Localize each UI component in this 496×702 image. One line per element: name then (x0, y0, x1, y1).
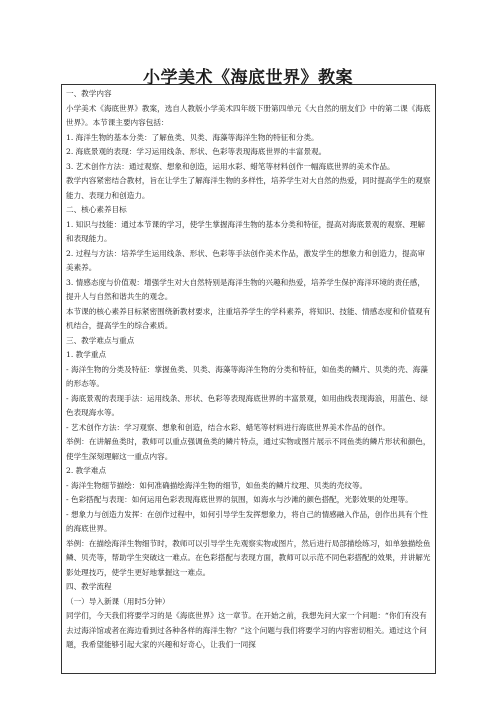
list-item: - 想象力与创造力发挥：在创作过程中，如何引导学生发挥想象力，将自己的情感融入作品，创作出具有个性的海底世界。 (66, 509, 428, 533)
list-item: - 海洋生物细节描绘：如何准确描绘海洋生物的细节，如鱼类的鳞片纹理、贝类的壳纹等。 (66, 480, 368, 490)
section-heading-1: 一、教学内容 (66, 89, 112, 98)
section-heading-4: 四、教学流程 (66, 582, 112, 591)
list-item: 3. 情感态度与价值观：增强学生对大自然特别是海洋生物的兴趣和热爱，培养学生保护海洋环境的责任感，提升人与自然和谐共生的观念。 (66, 277, 425, 301)
list-item: - 海洋生物的分类及特征：掌握鱼类、贝类、海藻等海洋生物的分类和特征，如鱼类的鳞片、贝类的壳、海藻的形态等。 (66, 364, 428, 388)
content-body (62, 85, 435, 653)
section-heading-3: 三、教学难点与重点 (66, 335, 135, 345)
paragraph: 举例：在描绘海洋生物细节时，教师可以引导学生先观察实物或图片，然后进行局部描绘练习，如单独描绘鱼鳞、贝壳等，帮助学生突破这一难点。在色彩搭配与表现方面，教师可以示范不同色彩搭配的效果，并讲解光影处理技巧，使学生更好地掌握这一难点。 (66, 538, 431, 577)
list-item: - 艺术创作方法：学习观察、想象和创造，结合水彩、蜡笔等材料进行海底世界美术作品的创作。 (66, 422, 390, 432)
section-heading-2: 二、核心素养目标 (66, 205, 127, 214)
subheading: （一）导入新课（用时5分钟） (66, 596, 170, 606)
list-item: 3. 艺术创作方法：通过观察、想象和创造，运用水彩、蜡笔等材料创作一幅海底世界的美术作品。 (66, 161, 395, 171)
list-item: 1. 海洋生物的基本分类：了解鱼类、贝类、海藻等海洋生物的特征和分类。 (66, 132, 319, 142)
list-item: 1. 知识与技能：通过本节课的学习，使学生掌握海洋生物的基本分类和特征，提高对海底景观的观察、理解和表现能力。 (66, 219, 425, 243)
paragraph: 同学们，今天我们将要学习的是《海底世界》这一章节。在开始之前，我想先问大家一个问题：“你们有没有去过海洋馆或者在海边看到过各种各样的海洋生物？”这个问题与我们将要学习的内容密切相关。通过这个问题，我希望能够引起大家的兴趣和好奇心，让我们一同探 (66, 611, 427, 649)
paragraph: 举例：在讲解鱼类时，教师可以重点强调鱼类的鳞片特点，通过实物或图片展示不同鱼类的鳞片形状和颜色，使学生深刻理解这一重点内容。 (66, 437, 431, 461)
subheading: 1. 教学重点 (66, 350, 107, 359)
list-item: 2. 海底景观的表现：学习运用线条、形状、色彩等表现海底世界的丰富景观。 (66, 147, 327, 156)
paragraph: 教学内容紧密结合教材，旨在让学生了解海洋生物的多样性，培养学生对大自然的热爱，同时提高学生的观察能力、表现力和创造力。 (66, 176, 431, 200)
page-title: 小学美术《海底世界》教案 (143, 68, 353, 88)
list-item: 2. 过程与方法：培养学生运用线条、形状、色彩等手法创作美术作品，激发学生的想象力和创造力，提高审美素养。 (66, 248, 425, 272)
list-item: - 色彩搭配与表现：如何运用色彩表现海底世界的氛围，如海水与沙滩的颜色搭配，光影效果的处理等。 (66, 495, 413, 504)
paragraph: 小学美术《海底世界》教案，选自人教版小学美术四年级下册第四单元《大自然的朋友们》中的第二课《海底世界》。本节课主要内容包括： (66, 103, 431, 127)
content-frame (61, 84, 436, 674)
subheading: 2. 教学难点 (66, 466, 107, 475)
list-item: - 海底景观的表现手法：运用线条、形状、色彩等表现海底世界的丰富景观，如用曲线表现海浪，用蓝色、绿色表现海水等。 (66, 393, 428, 417)
paragraph: 本节课的核心素养目标紧密围绕新教材要求，注重培养学生的学科素养，将知识、技能、情感态度和价值观有机结合，提高学生的综合素质。 (66, 306, 431, 330)
